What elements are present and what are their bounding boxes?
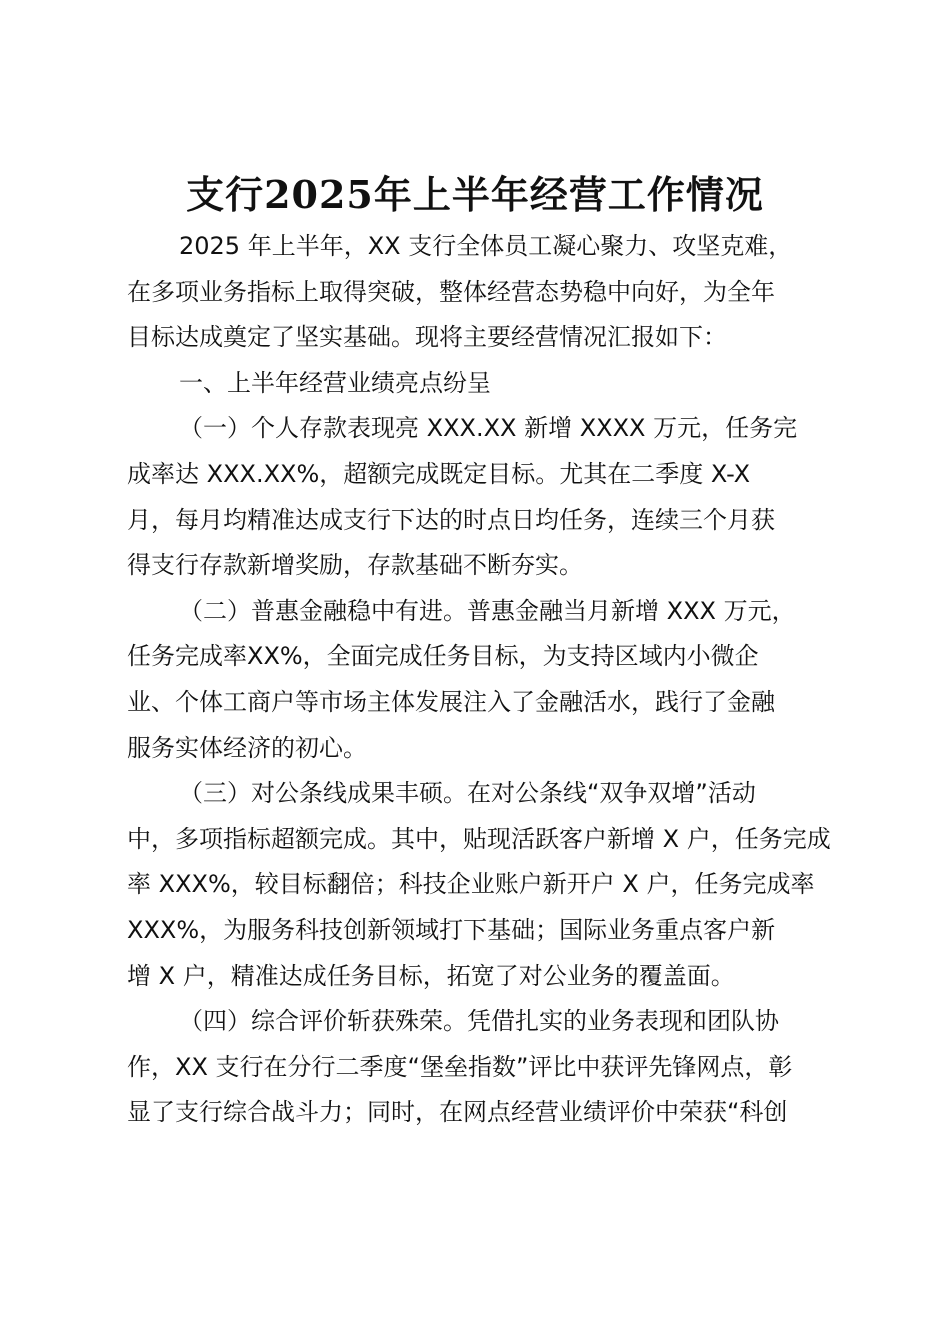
paragraph-1-line-1: （一）个人存款表现亮 XXX.XX 新增 XXXX 万元，任务完 xyxy=(179,414,798,443)
paragraph-4-line-1: （四）综合评价斩获殊荣。凭借扎实的业务表现和团队协 xyxy=(179,1007,779,1036)
paragraph-3-line-2: 中，多项指标超额完成。其中，贴现活跃客户新增 X 户，任务完成 xyxy=(127,824,831,853)
document-body xyxy=(127,224,887,1136)
paragraph-4-line-3: 显了支行综合战斗力；同时，在网点经营业绩评价中荣获“科创 xyxy=(127,1098,788,1127)
document-title: 支行2025年上半年经营工作情况 xyxy=(186,172,764,217)
paragraph-3-line-4: XXX%，为服务科技创新领域打下基础；国际业务重点客户新 xyxy=(127,915,776,944)
paragraph-1-line-4: 得支行存款新增奖励，存款基础不断夯实。 xyxy=(127,551,583,580)
paragraph-intro-line-1: 2025 年上半年，XX 支行全体员工凝心聚力、攻坚克难， xyxy=(179,232,793,260)
paragraph-3-line-3: 率 XXX%，较目标翻倍；科技企业账户新开户 X 户，任务完成率 xyxy=(127,870,815,899)
paragraph-2-line-1: （二）普惠金融稳中有进。普惠金融当月新增 XXX 万元， xyxy=(179,596,796,625)
paragraph-1-line-2: 成率达 XXX.XX%，超额完成既定目标。尤其在二季度 X-X xyxy=(127,459,751,488)
paragraph-intro-line-2: 在多项业务指标上取得突破，整体经营态势稳中向好，为全年 xyxy=(127,277,775,306)
paragraph-intro-line-3: 目标达成奠定了坚实基础。现将主要经营情况汇报如下： xyxy=(127,323,727,352)
paragraph-2-line-4: 服务实体经济的初心。 xyxy=(127,733,367,762)
paragraph-2-line-2: 任务完成率XX%，全面完成任务目标，为支持区域内小微企 xyxy=(127,642,759,671)
paragraph-3-line-5: 增 X 户，精准达成任务目标，拓宽了对公业务的覆盖面。 xyxy=(127,961,735,990)
paragraph-2-line-3: 业、个体工商户等市场主体发展注入了金融活水，践行了金融 xyxy=(127,687,775,716)
paragraph-1-line-3: 月，每月均精准达成支行下达的时点日均任务，连续三个月获 xyxy=(127,505,775,534)
section-heading-1: 一、上半年经营业绩亮点纷呈 xyxy=(179,368,491,397)
paragraph-4-line-2: 作，XX 支行在分行二季度“堡垒指数”评比中获评先锋网点，彰 xyxy=(127,1052,793,1081)
paragraph-3-line-1: （三）对公条线成果丰硕。在对公条线“双争双增”活动 xyxy=(179,779,756,808)
